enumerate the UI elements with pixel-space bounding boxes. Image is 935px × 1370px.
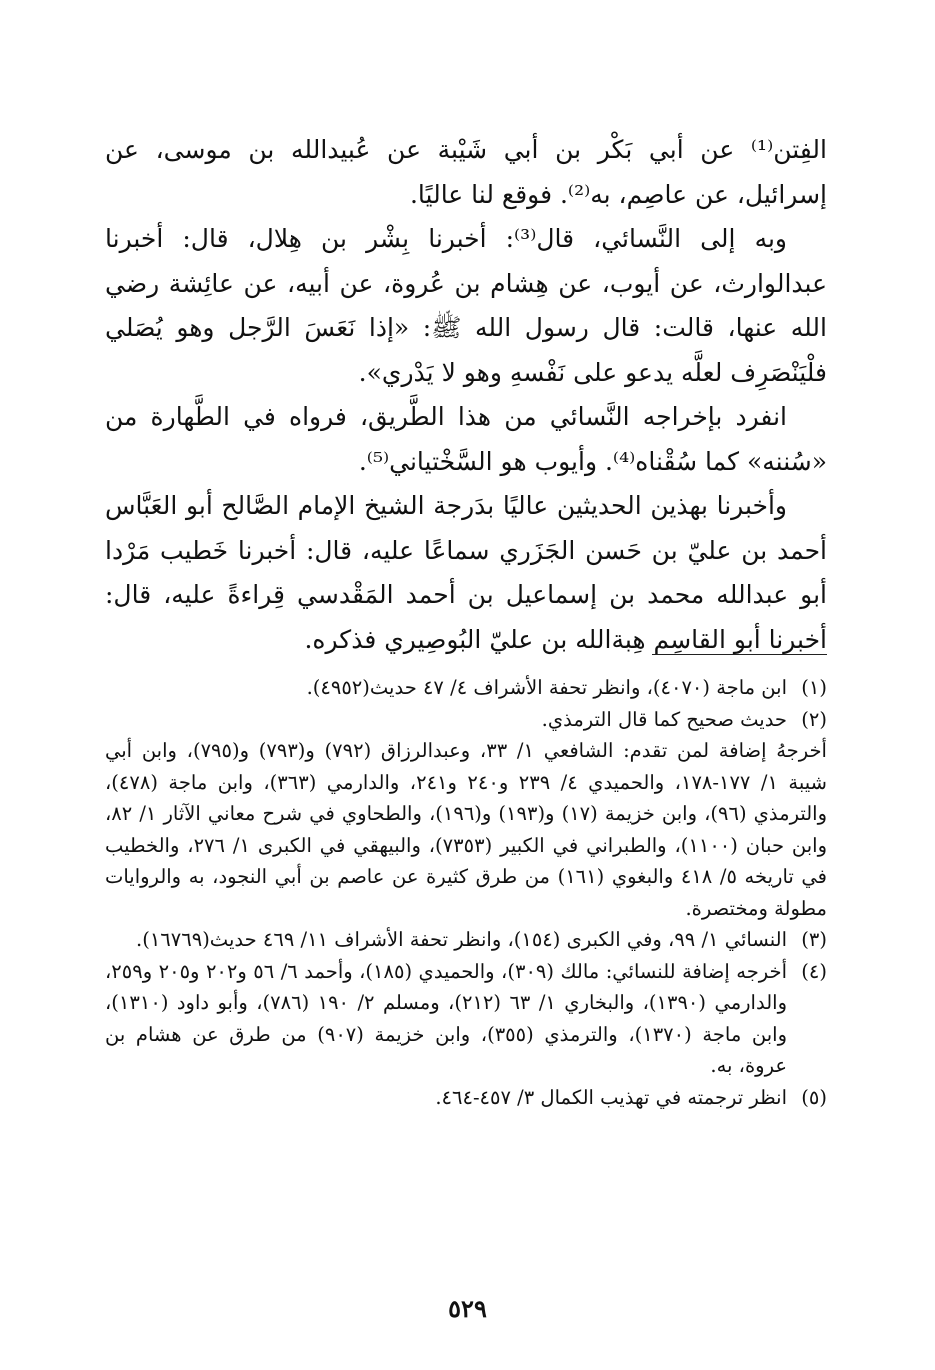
footnote-continuation: أخرجهُ إضافة لمن تقدم: الشافعي ١/ ٣٣، وعبدالرزاق (٧٩٢) و(٧٩٣) و(٧٩٥)، وابن أبي شيبة ١/ ١٧٧-١٧٨، والحميدي ٤/ ٢٣٩ و٢٤٠ و٢٤١، والدارمي (٣٦٣)، وابن ماجة (٤٧٨)، والترمذي (٩٦)، وابن خزيمة (١٧) و(١٩٣) و(١٩٦)، والطحاوي في شرح معاني الآثار ١/ ٨٢، وابن حبان (١١٠٠)، والطبراني في الكبير (٧٣٥٣)، والبيهقي في الكبرى ١/ ٢٧٦، والخطيب في تاريخه ٥/ ٤١٨ والبغوي (١٦١) من طرق كثيرة عن عاصم بن أبي النجود، به والروايات مطولة ومختصرة. [105, 739, 827, 920]
footnote-separator [652, 654, 827, 655]
footnote-number: (٢) [801, 707, 827, 731]
main-paragraph: وأخبرنا بهذين الحديثين عاليًا بدَرجة الشيخ الإمام الصَّالح أبو العَبَّاس أحمد بن عليّ بن حَسن الجَزَري سماعًا عليه، قال: أخبرنا خَطيب مَرْدا أبو عبدالله محمد بن إسماعيل بن أحمد المَقْدسي قِراءةً عليه، قال: أخبرنا أبو القاسِم هِبةالله بن عليّ البُوصِيري فذكره. [105, 491, 827, 654]
footnote [105, 956, 827, 1082]
footnote-text: أخرجه إضافة للنسائي: مالك (٣٠٩)، والحميدي (١٨٥)، وأحمد ٦/ ٥٦ و٢٠٢ و٢٠٥ و٢٥٩، والدارمي (١٣٩٠)، والبخاري ١/ ٦٣ (٢١٢)، ومسلم ٢/ ١٩٠ (٧٨٦)، وأبو داود (١٣١٠)، وابن ماجة (١٣٧٠)، والترمذي (٣٥٥)، وابن خزيمة (٩٠٧) من طرق عن هشام بن عروة، به. [105, 959, 787, 1077]
footnote-text: انظر ترجمته في تهذيب الكمال ٣/ ٤٥٧-٤٦٤. [435, 1085, 787, 1109]
main-paragraph: الفِتن⁽¹⁾ عن أبي بَكْر بن أبي شَيْبة عن عُبيدالله بن موسى، عن إسرائيل، عن عاصِم، به⁽²⁾. فوقع لنا عاليًا. [105, 135, 827, 209]
footnote-text: ابن ماجة (٤٠٧٠)، وانظر تحفة الأشراف ٤/ ٤٧ حديث(٤٩٥٢). [306, 676, 787, 699]
footnote [105, 924, 827, 956]
footnote-number: (٥) [801, 1085, 827, 1109]
footnote-number: (٤) [801, 959, 827, 983]
footnotes-block [105, 672, 827, 1113]
footnote-number: (٣) [801, 928, 827, 951]
footnote-number: (١) [801, 676, 827, 699]
main-paragraph: وبه إلى النَّسائي، قال⁽³⁾: أخبرنا بِشْر بن هِلال، قال: أخبرنا عبدالوارث، عن أيوب، عن هِشام بن عُروة، عن أبيه، عن عائِشة رضي الله عنها، قالت: قال رسول الله ﷺ: «إذا نَعَسَ الرَّجل وهو يُصَلي فلْيَنْصَرِف لعلَّه يدعو على نَفْسهِ وهو لا يَدْري». [105, 224, 827, 387]
main-text-block [105, 128, 827, 662]
page-number: ٥٢٩ [448, 1294, 487, 1323]
footnote [105, 672, 827, 704]
footnote-text: حديث صحيح كما قال الترمذي. [541, 707, 787, 731]
main-paragraph: انفرد بإخراجه النَّسائي من هذا الطَّريق، فرواه في الطَّهارة من «سُننه» كما سُقْناه⁽⁴⁾. وأيوب هو السَّخْتياني⁽⁵⁾. [105, 402, 827, 476]
footnote-text: النسائي ١/ ٩٩، وفي الكبرى (١٥٤)، وانظر تحفة الأشراف ١١/ ٤٦٩ حديث(١٦٧٦٩). [136, 928, 787, 951]
footnote [105, 704, 827, 736]
footnote [105, 1082, 827, 1114]
